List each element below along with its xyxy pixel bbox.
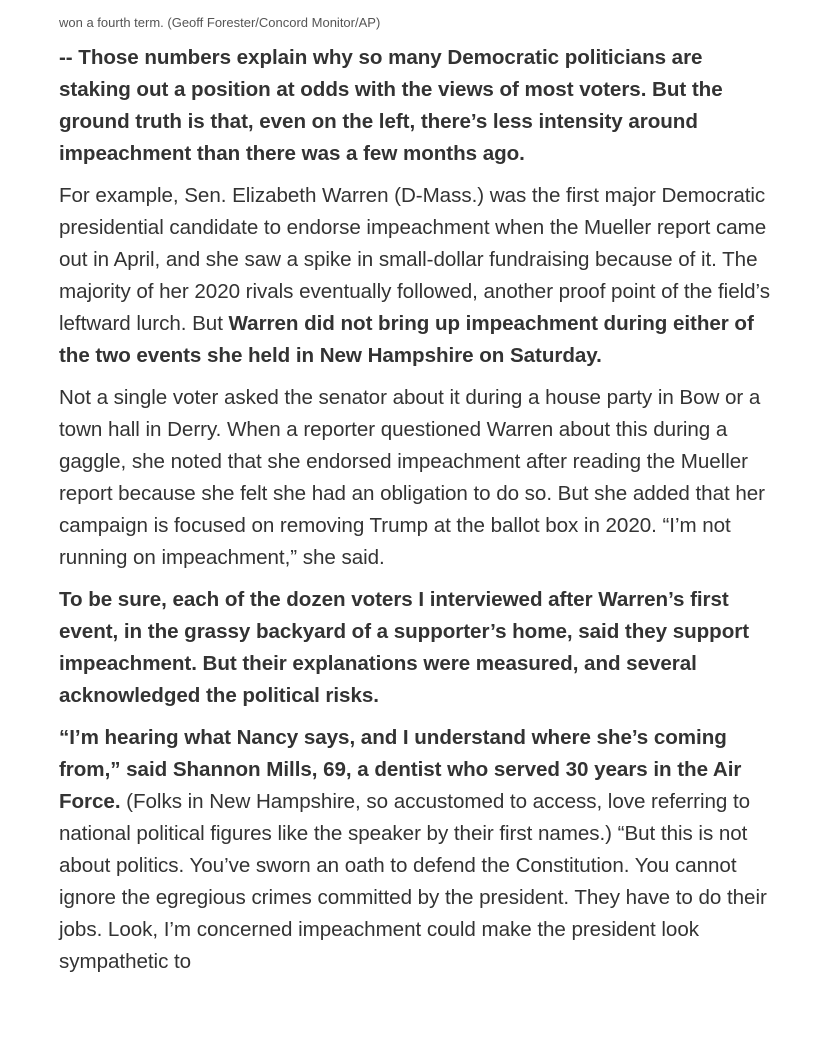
paragraph-bold-text: To be sure, each of the dozen voters I interviewed after Warren’s first event, in the grassy backyard of a supporter’s home, said they support impeachment. But their explanations were measured, and several acknowledged the political risks. — [59, 588, 750, 707]
paragraph — [59, 180, 775, 372]
paragraph — [59, 584, 775, 712]
paragraph-bold-text: Warren did not bring up impeachment during either of the two events she held in New Hampshire on Saturday. — [59, 312, 754, 367]
paragraph-text: For example, Sen. Elizabeth Warren (D-Mass.) was the first major Democratic presidential candidate to endorse impeachment when the Mueller report came out in April, and she saw a spike in small-dollar fundraising because of it. The majority of her 2020 rivals eventually followed, another proof point of the field’s leftward lurch. But — [59, 184, 770, 335]
photo-caption: won a fourth term. (Geoff Forester/Concord Monitor/AP) — [59, 15, 381, 30]
paragraph — [59, 382, 775, 574]
paragraph — [59, 42, 775, 170]
paragraph — [59, 722, 775, 978]
paragraph-text: Not a single voter asked the senator about it during a house party in Bow or a town hall in Derry. When a reporter questioned Warren about this during a gaggle, she noted that she endorsed impeachment after reading the Mueller report because she felt she had an obligation to do so. But she added that her campaign is focused on removing Trump at the ballot box in 2020. “I’m not running on impeachment,” she said. — [59, 386, 765, 569]
paragraph-text: (Folks in New Hampshire, so accustomed to access, love referring to national political figures like the speaker by their first names.) “But this is not about politics. You’ve sworn an oath to defend the Constitution. You cannot ignore the egregious crimes committed by the president. They have to do their jobs. Look, I’m concerned impeachment could make the president look sympathetic to — [59, 790, 767, 973]
article-body — [59, 0, 775, 978]
paragraph-bold-text: “I’m hearing what Nancy says, and I understand where she’s coming from,” said Shannon Mills, 69, a dentist who served 30 years in the Air Force. — [59, 726, 742, 813]
paragraph-bold-text: -- Those numbers explain why so many Democratic politicians are staking out a position at odds with the views of most voters. But the ground truth is that, even on the left, there’s less intensity around impeachment than there was a few months ago. — [59, 46, 723, 165]
